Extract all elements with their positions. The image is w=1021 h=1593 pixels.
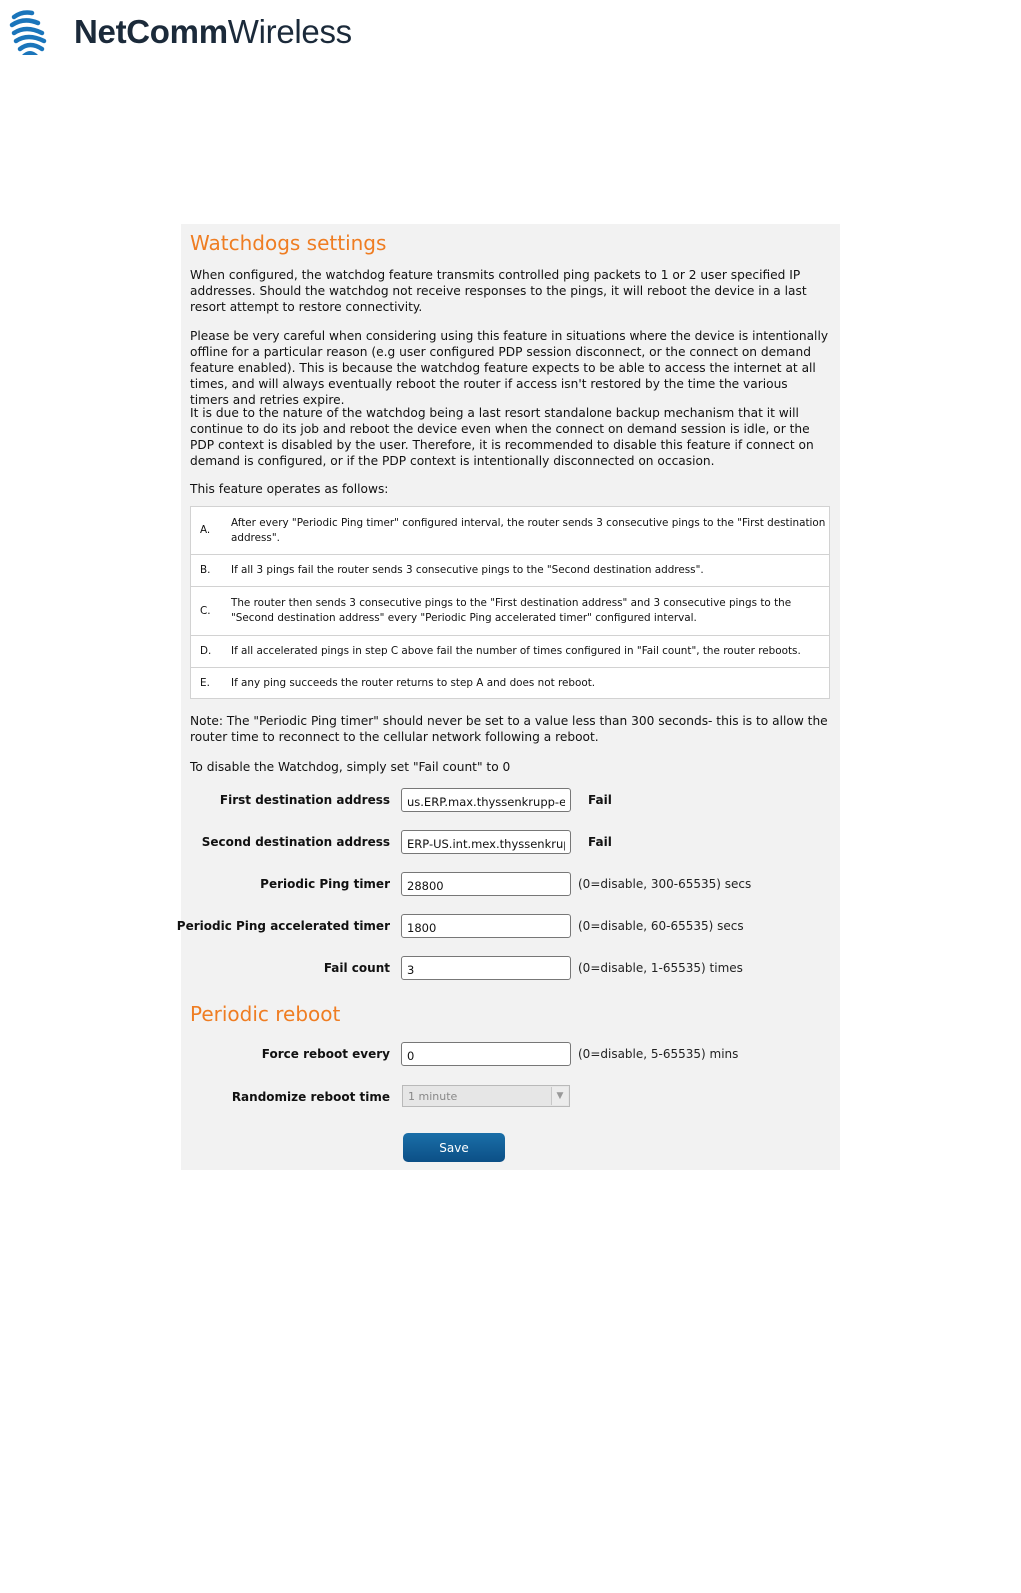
table-row (191, 587, 830, 636)
force-reboot-row (181, 1042, 840, 1068)
ping-timer-note: Note: The "Periodic Ping timer" should never be set to a value less than 300 seconds- this is to allow the router time to reconnect to the cellular network following a reboot. (190, 714, 828, 744)
accelerated-timer-hint: (0=disable, 60-65535) secs (578, 919, 744, 933)
table-row (191, 668, 830, 699)
table-row (191, 636, 830, 668)
fail-count-label: Fail count (323, 961, 390, 975)
step-letter: C. (191, 587, 232, 636)
second-destination-label: Second destination address (201, 835, 390, 849)
first-destination-input[interactable] (401, 788, 571, 812)
first-destination-status: Fail (588, 793, 612, 807)
step-text: If all accelerated pings in step C above fail the number of times configured in "Fail count", the router reboots. (231, 636, 830, 668)
ping-timer-hint: (0=disable, 300-65535) secs (578, 877, 752, 891)
brand-logo (8, 6, 352, 58)
intro-paragraph: When configured, the watchdog feature transmits controlled ping packets to 1 or 2 user specified IP addresses. Should the watchdog not receive responses to the pings, it will reboot the device in a last resort attempt to restore connectivity. (190, 268, 807, 314)
first-destination-label: First destination address (219, 793, 390, 807)
fail-count-input[interactable] (401, 956, 571, 980)
steps-table (190, 506, 830, 699)
step-text: After every "Periodic Ping timer" configured interval, the router sends 3 consecutive pings to the "First destination address". (231, 507, 830, 555)
step-text: If any ping succeeds the router returns to step A and does not reboot. (231, 668, 830, 699)
save-button[interactable]: Save (403, 1133, 505, 1162)
table-row (191, 555, 830, 587)
warning-paragraph: Please be very careful when considering using this feature in situations where the device is intentionally offline for a particular reason (e.g user configured PDP session disconnect, or the connect on demand feature enabled). This is because the watchdog feature expects to be able to access the internet at all times, and will always eventually reboot the router if access isn't restored by the time the various timers and retries expire. (190, 329, 829, 407)
backup-paragraph: It is due to the nature of the watchdog being a last resort standalone backup mechanism that it will continue to do its job and reboot the device even when the connect on demand session is idle, or the PDP context is disabled by the user. Therefore, it is recommended to disable this feature if connect on demand is configured, or if the PDP context is intentionally disconnected on occasion. (190, 406, 814, 468)
chevron-down-icon[interactable]: ▼ (551, 1087, 568, 1105)
step-text: If all 3 pings fail the router sends 3 consecutive pings to the "Second destination address". (231, 555, 830, 587)
table-row (191, 507, 830, 555)
accelerated-timer-label: Periodic Ping accelerated timer (176, 919, 390, 933)
first-destination-row (181, 788, 840, 814)
force-reboot-input[interactable] (401, 1042, 571, 1066)
second-destination-row (181, 830, 840, 856)
accelerated-timer-row (176, 914, 840, 940)
force-reboot-hint: (0=disable, 5-65535) mins (578, 1047, 739, 1061)
randomize-reboot-select[interactable] (402, 1085, 570, 1107)
fail-count-hint: (0=disable, 1-65535) times (578, 961, 743, 975)
operation-intro: This feature operates as follows: (190, 482, 389, 496)
settings-panel (176, 224, 840, 1170)
wifi-signal-icon (8, 7, 64, 57)
fail-count-row (181, 956, 840, 982)
step-text: The router then sends 3 consecutive pings to the "First destination address" and 3 consecutive pings to the "Second destination address" every "Periodic Ping accelerated timer" configured interval. (231, 587, 830, 636)
force-reboot-label: Force reboot every (261, 1047, 390, 1061)
second-destination-input[interactable] (401, 830, 571, 854)
accelerated-timer-input[interactable] (401, 914, 571, 938)
step-letter: D. (191, 636, 232, 668)
second-destination-status: Fail (588, 835, 612, 849)
disable-note: To disable the Watchdog, simply set "Fail count" to 0 (190, 760, 511, 774)
step-letter: A. (191, 507, 232, 555)
randomize-reboot-row (181, 1085, 840, 1111)
ping-timer-label: Periodic Ping timer (260, 877, 390, 891)
randomize-reboot-value: 1 minute (408, 1090, 458, 1103)
randomize-reboot-label: Randomize reboot time (231, 1090, 390, 1104)
step-letter: B. (191, 555, 232, 587)
periodic-reboot-title: Periodic reboot (190, 1002, 341, 1026)
step-letter: E. (191, 668, 232, 699)
watchdog-title: Watchdogs settings (190, 231, 387, 255)
ping-timer-row (181, 872, 840, 898)
brand-name: NetCommWireless (74, 13, 352, 50)
ping-timer-input[interactable] (401, 872, 571, 896)
